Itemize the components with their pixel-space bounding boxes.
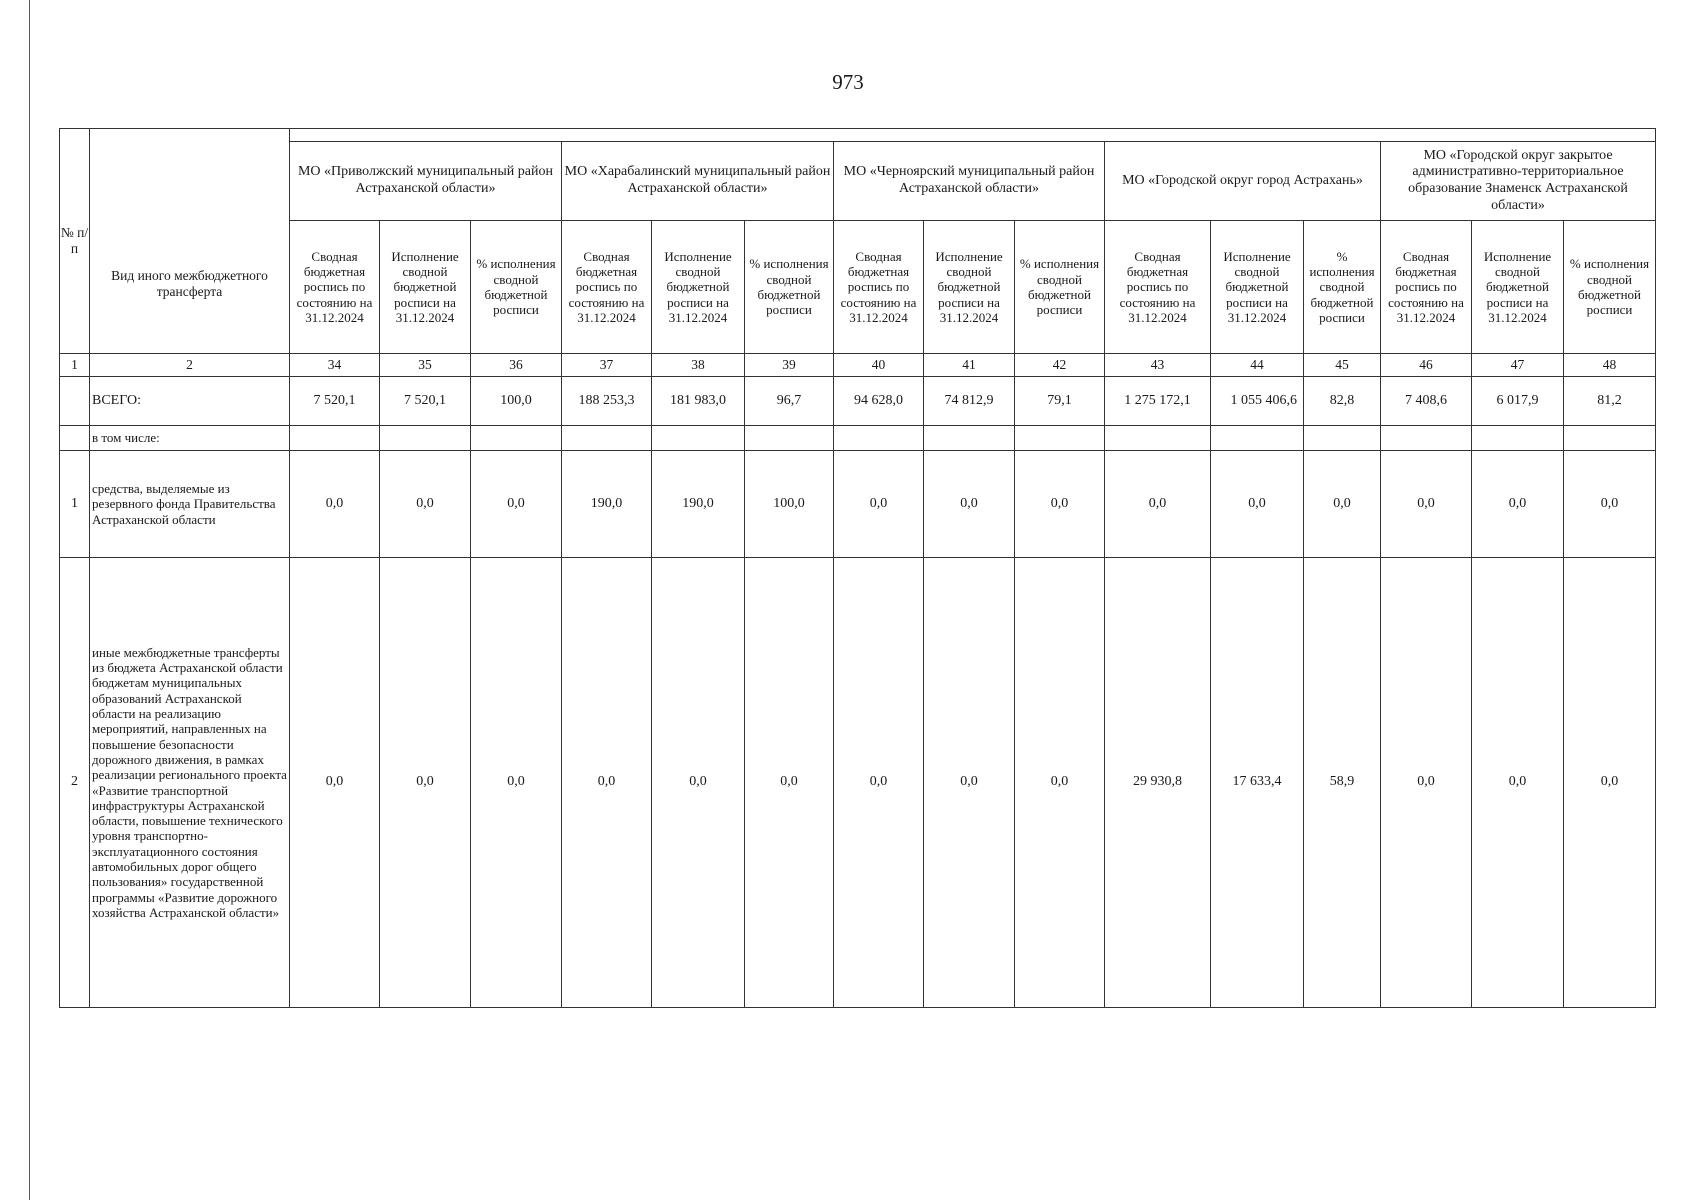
value-cell: 190,0 <box>652 451 745 558</box>
left-margin-line <box>29 0 30 1200</box>
subhead-plan: Сводная бюджетная роспись по состоянию на 31.12.2024 <box>834 221 924 354</box>
header-group-row <box>60 142 1656 221</box>
col-number: 38 <box>652 354 745 377</box>
value-cell: 0,0 <box>1211 451 1304 558</box>
header-transfer-type: Вид иного межбюджетного трансферта <box>90 129 290 354</box>
value-cell: 79,1 <box>1015 377 1105 426</box>
col-number: 37 <box>562 354 652 377</box>
value-cell: 0,0 <box>1105 451 1211 558</box>
header-strip-cell <box>290 129 1656 142</box>
col-number: 2 <box>90 354 290 377</box>
header-num: № п/п <box>60 129 90 354</box>
empty-cell <box>1304 426 1381 451</box>
value-cell: 7 520,1 <box>290 377 380 426</box>
subhead-plan: Сводная бюджетная роспись по состоянию на 31.12.2024 <box>562 221 652 354</box>
empty-cell <box>380 426 471 451</box>
row-num-cell: 2 <box>60 558 90 1008</box>
value-cell: 1 275 172,1 <box>1105 377 1211 426</box>
empty-cell <box>652 426 745 451</box>
value-cell: 0,0 <box>380 451 471 558</box>
col-number: 44 <box>1211 354 1304 377</box>
budget-execution-table <box>59 128 1656 1008</box>
table-row-including <box>60 426 1656 451</box>
col-number: 35 <box>380 354 471 377</box>
col-number: 48 <box>1564 354 1656 377</box>
col-number: 43 <box>1105 354 1211 377</box>
value-cell: 0,0 <box>745 558 834 1008</box>
subhead-exec: Исполнение сводной бюджетной росписи на 31.12.2024 <box>924 221 1015 354</box>
group-astrakhan: МО «Городской округ город Астрахань» <box>1105 142 1381 221</box>
group-znamensk: МО «Городской округ закрытое административно-территориальное образование Знаменск Астраханской области» <box>1381 142 1656 221</box>
value-cell: 7 520,1 <box>380 377 471 426</box>
subhead-exec: Исполнение сводной бюджетной росписи на 31.12.2024 <box>1472 221 1564 354</box>
subhead-pct: % исполнения сводной бюджетной росписи <box>1564 221 1656 354</box>
subhead-plan: Сводная бюджетная роспись по состоянию на 31.12.2024 <box>1105 221 1211 354</box>
empty-cell <box>1381 426 1472 451</box>
col-number: 47 <box>1472 354 1564 377</box>
empty-cell <box>1211 426 1304 451</box>
value-cell: 0,0 <box>652 558 745 1008</box>
group-kharabalinsky: МО «Харабалинский муниципальный район Астраханской области» <box>562 142 834 221</box>
value-cell: 0,0 <box>924 451 1015 558</box>
value-cell: 74 812,9 <box>924 377 1015 426</box>
value-cell: 0,0 <box>1015 558 1105 1008</box>
value-cell: 17 633,4 <box>1211 558 1304 1008</box>
value-cell: 0,0 <box>1564 558 1656 1008</box>
row-label: ВСЕГО: <box>90 377 290 426</box>
subhead-pct: % исполнения сводной бюджетной росписи <box>1015 221 1105 354</box>
value-cell: 58,9 <box>1304 558 1381 1008</box>
value-cell: 0,0 <box>380 558 471 1008</box>
empty-cell <box>834 426 924 451</box>
empty-cell <box>1015 426 1105 451</box>
header-subcolumn-row <box>60 221 1656 354</box>
empty-cell <box>745 426 834 451</box>
empty-cell <box>1105 426 1211 451</box>
value-cell: 0,0 <box>924 558 1015 1008</box>
value-cell: 1 055 406,6 <box>1211 377 1304 426</box>
col-number: 42 <box>1015 354 1105 377</box>
col-number: 36 <box>471 354 562 377</box>
col-number: 39 <box>745 354 834 377</box>
empty-cell <box>471 426 562 451</box>
value-cell: 100,0 <box>745 451 834 558</box>
col-number: 45 <box>1304 354 1381 377</box>
value-cell: 0,0 <box>1381 451 1472 558</box>
col-number: 41 <box>924 354 1015 377</box>
subhead-plan: Сводная бюджетная роспись по состоянию на 31.12.2024 <box>290 221 380 354</box>
empty-cell <box>562 426 652 451</box>
subhead-pct: % исполнения сводной бюджетной росписи <box>745 221 834 354</box>
row-num-cell: 1 <box>60 451 90 558</box>
empty-cell <box>1472 426 1564 451</box>
row-label: средства, выделяемые из резервного фонда Правительства Астраханской области <box>90 451 290 558</box>
value-cell: 181 983,0 <box>652 377 745 426</box>
value-cell: 81,2 <box>1564 377 1656 426</box>
value-cell: 0,0 <box>1015 451 1105 558</box>
col-number: 34 <box>290 354 380 377</box>
row-label: иные межбюджетные трансферты из бюджета Астраханской области бюджетам муниципальных образований Астраханской области на реализацию мероприятий, направленных на повышение безопасности дорожного движения, в рамках реализации регионального проекта «Развитие транспортной инфраструктуры Астраханской области, повышение технического уровня транспортно-эксплуатационного состояния автомобильных дорог общего пользования» государственной программы «Развитие дорожного хозяйства Астраханской области» <box>90 558 290 1008</box>
value-cell: 29 930,8 <box>1105 558 1211 1008</box>
value-cell: 190,0 <box>562 451 652 558</box>
group-privolzhsky: МО «Приволжский муниципальный район Астраханской области» <box>290 142 562 221</box>
value-cell: 6 017,9 <box>1472 377 1564 426</box>
value-cell: 0,0 <box>290 451 380 558</box>
value-cell: 7 408,6 <box>1381 377 1472 426</box>
subhead-plan: Сводная бюджетная роспись по состоянию на 31.12.2024 <box>1381 221 1472 354</box>
value-cell: 94 628,0 <box>834 377 924 426</box>
col-number: 40 <box>834 354 924 377</box>
value-cell: 0,0 <box>1472 558 1564 1008</box>
empty-cell <box>924 426 1015 451</box>
column-number-row <box>60 354 1656 377</box>
value-cell: 188 253,3 <box>562 377 652 426</box>
table-row <box>60 558 1656 1008</box>
col-number: 46 <box>1381 354 1472 377</box>
subhead-pct: % исполнения сводной бюджетной росписи <box>1304 221 1381 354</box>
value-cell: 0,0 <box>1304 451 1381 558</box>
empty-cell <box>1564 426 1656 451</box>
subhead-exec: Исполнение сводной бюджетной росписи на 31.12.2024 <box>380 221 471 354</box>
page-number: 973 <box>832 70 864 94</box>
group-chernoyarsky: МО «Черноярский муниципальный район Астраханской области» <box>834 142 1105 221</box>
subhead-exec: Исполнение сводной бюджетной росписи на 31.12.2024 <box>652 221 745 354</box>
value-cell: 0,0 <box>471 451 562 558</box>
value-cell: 96,7 <box>745 377 834 426</box>
row-num-cell <box>60 426 90 451</box>
value-cell: 82,8 <box>1304 377 1381 426</box>
subhead-exec: Исполнение сводной бюджетной росписи на 31.12.2024 <box>1211 221 1304 354</box>
empty-cell <box>290 426 380 451</box>
row-label: в том числе: <box>90 426 290 451</box>
table-row <box>60 451 1656 558</box>
value-cell: 100,0 <box>471 377 562 426</box>
subhead-pct: % исполнения сводной бюджетной росписи <box>471 221 562 354</box>
value-cell: 0,0 <box>834 451 924 558</box>
value-cell: 0,0 <box>1381 558 1472 1008</box>
value-cell: 0,0 <box>1564 451 1656 558</box>
value-cell: 0,0 <box>1472 451 1564 558</box>
col-number: 1 <box>60 354 90 377</box>
header-top-strip <box>60 129 1656 142</box>
row-num-cell <box>60 377 90 426</box>
value-cell: 0,0 <box>290 558 380 1008</box>
table-row-total <box>60 377 1656 426</box>
value-cell: 0,0 <box>562 558 652 1008</box>
value-cell: 0,0 <box>834 558 924 1008</box>
value-cell: 0,0 <box>471 558 562 1008</box>
